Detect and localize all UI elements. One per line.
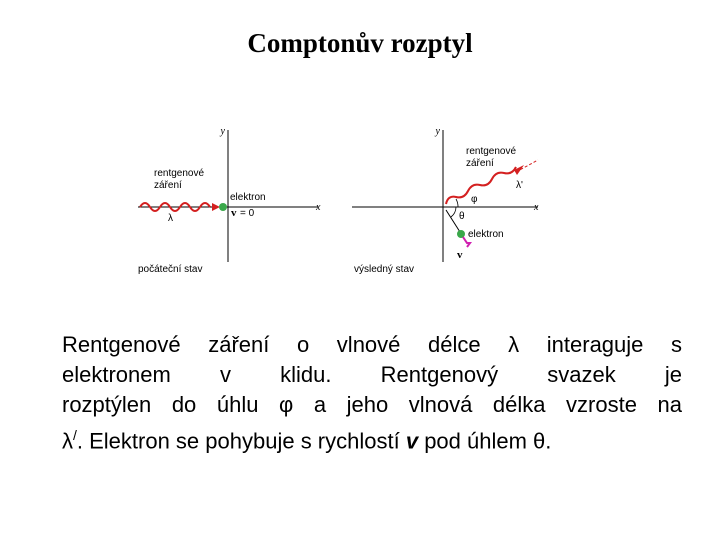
lambda-symbol: λ — [62, 428, 73, 454]
scattered-wave — [446, 167, 516, 204]
right-x-label: x — [534, 202, 539, 213]
compton-diagram-svg — [130, 120, 560, 285]
left-y-label: y — [220, 126, 225, 137]
scattered-wave-arrowhead — [514, 165, 524, 175]
body-line-4-end: pod úhlem θ. — [418, 428, 552, 454]
body-line-4 — [62, 420, 682, 456]
body-line-3: rozptýlen do úhlu φ a jeho vlnová délka vzroste na — [62, 392, 682, 417]
right-phi-label: φ — [471, 194, 478, 205]
right-y-label: y — [435, 126, 440, 137]
left-radiation-label-2: záření — [154, 180, 182, 191]
left-panel — [138, 126, 321, 275]
right-v-label: v — [457, 249, 463, 261]
slide-title: Comptonův rozptyl — [247, 28, 473, 58]
left-v-label: v — [231, 207, 237, 219]
left-radiation-label-1: rentgenové — [154, 168, 205, 179]
right-radiation-label-2: záření — [466, 158, 494, 169]
left-v-eq-label: = 0 — [240, 208, 255, 219]
left-electron-label: elektron — [230, 192, 266, 203]
right-theta-label: θ — [459, 211, 465, 222]
velocity-symbol: v — [405, 428, 419, 454]
right-caption: výsledný stav — [354, 264, 415, 275]
right-radiation-label-1: rentgenové — [466, 146, 517, 157]
body-paragraph — [62, 330, 682, 456]
right-lambda-prime-label: λ' — [516, 180, 523, 191]
right-panel — [352, 126, 539, 275]
compton-diagram — [130, 120, 560, 285]
lambda-prime-mark: / — [73, 427, 77, 443]
electron-at-rest — [219, 203, 227, 211]
left-x-label: x — [316, 202, 321, 213]
right-electron-label: elektron — [468, 229, 504, 240]
electron-direction — [446, 210, 460, 232]
left-caption: počáteční stav — [138, 264, 203, 275]
body-line-1: Rentgenové záření o vlnové délce λ interaguje s — [62, 332, 682, 357]
left-lambda-label: λ — [168, 213, 173, 224]
body-line-2: elektronem v klidu. Rentgenový svazek je — [62, 362, 682, 387]
incoming-wave-arrowhead — [212, 203, 220, 211]
body-line-4-text: . Elektron se pohybuje s rychlostí — [76, 428, 406, 454]
theta-arc — [451, 207, 456, 217]
phi-arc — [456, 199, 458, 207]
